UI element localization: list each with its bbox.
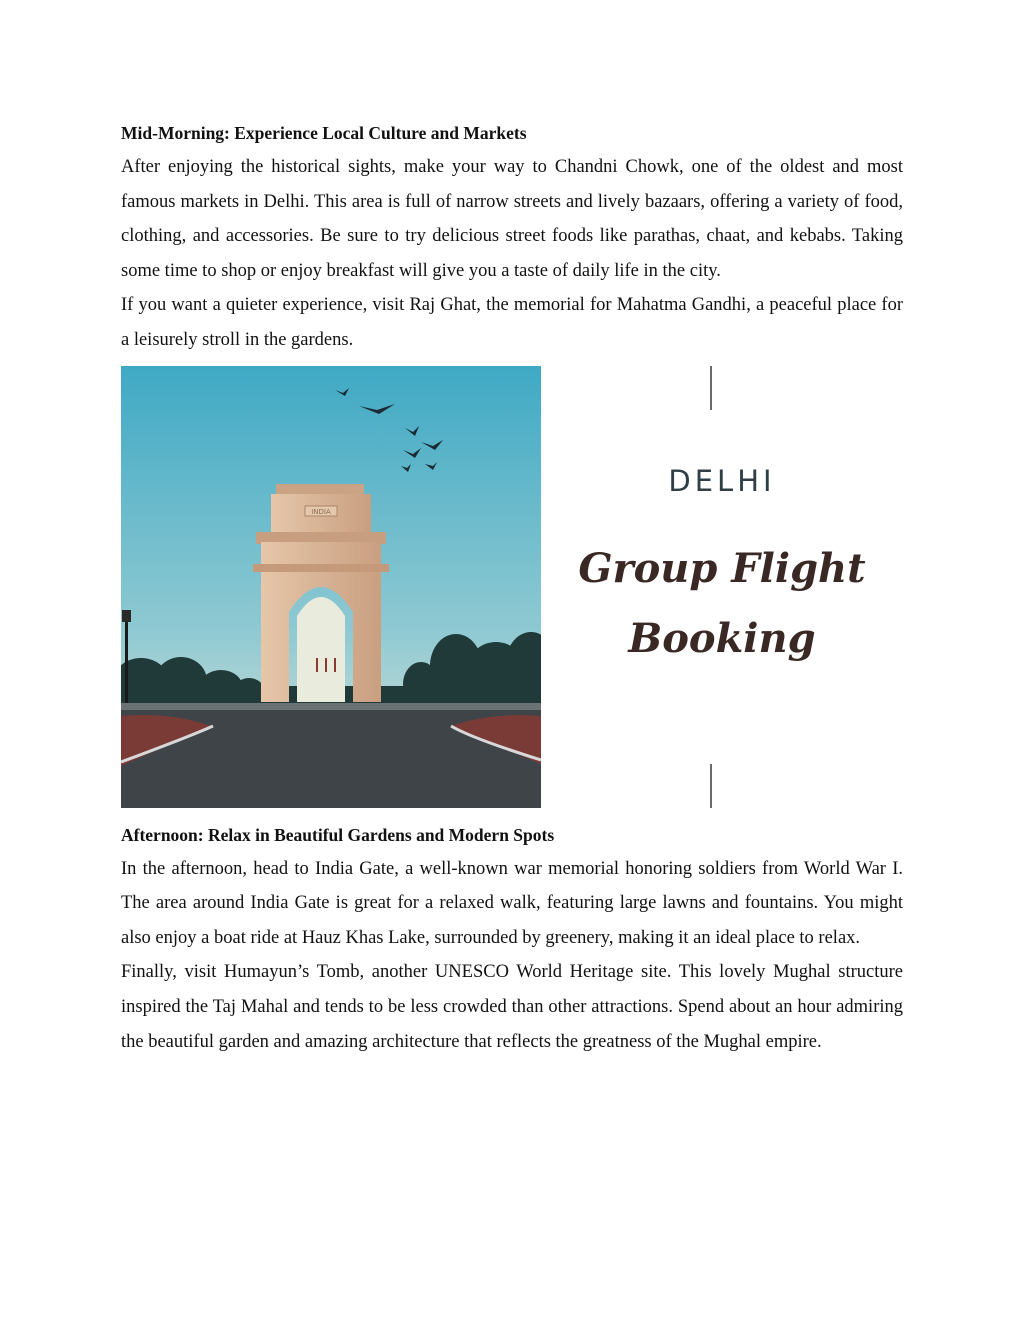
paragraph-humayuns-tomb: Finally, visit Humayun’s Tomb, another UNESCO World Heritage site. This lovely Mughal structure inspired the Taj Mahal and tends to be less crowded than other attractions. Spend about an hour admiring the beautiful garden and amazing architecture that reflects the greatness of the Mughal empire. — [121, 962, 903, 1052]
divider-line-top — [710, 366, 712, 410]
section-heading-afternoon: Afternoon: Relax in Beautiful Gardens and Modern Spots — [121, 824, 555, 845]
section-heading-mid-morning: Mid-Morning: Experience Local Culture and Markets — [121, 123, 527, 143]
promo-city-label: DELHI — [668, 463, 776, 498]
group-flight-booking-banner — [541, 366, 903, 808]
divider-line-bottom — [710, 764, 712, 808]
promo-title — [541, 534, 903, 674]
paragraph-india-gate: In the afternoon, head to India Gate, a well-known war memorial honoring soldiers from World War I. The area around India Gate is great for a relaxed walk, featuring large lawns and fountains. You might also enjoy a boat ride at Hauz Khas Lake, surrounded by greenery, making it an ideal place to relax. — [121, 858, 903, 948]
document-page — [121, 120, 903, 1059]
india-gate-photo — [121, 366, 541, 808]
paragraph-raj-ghat: If you want a quieter experience, visit Raj Ghat, the memorial for Mahatma Gandhi, a peaceful place for a leisurely stroll in the gardens. — [121, 295, 903, 350]
promo-title-line-1: Group Flight — [578, 544, 866, 592]
gate-inscription: INDIA — [311, 507, 331, 516]
promo-title-line-2: Booking — [628, 614, 816, 662]
paragraph-chandni-chowk: After enjoying the historical sights, make your way to Chandni Chowk, one of the oldest and most famous markets in Delhi. This area is full of narrow streets and lively bazaars, offering a variety of food, clothing, and accessories. Be sure to try delicious street foods like parathas, chaat, and kebabs. Taking some time to shop or enjoy breakfast will give you a taste of daily life in the city. — [121, 157, 903, 281]
delhi-promo-figure — [121, 366, 903, 808]
